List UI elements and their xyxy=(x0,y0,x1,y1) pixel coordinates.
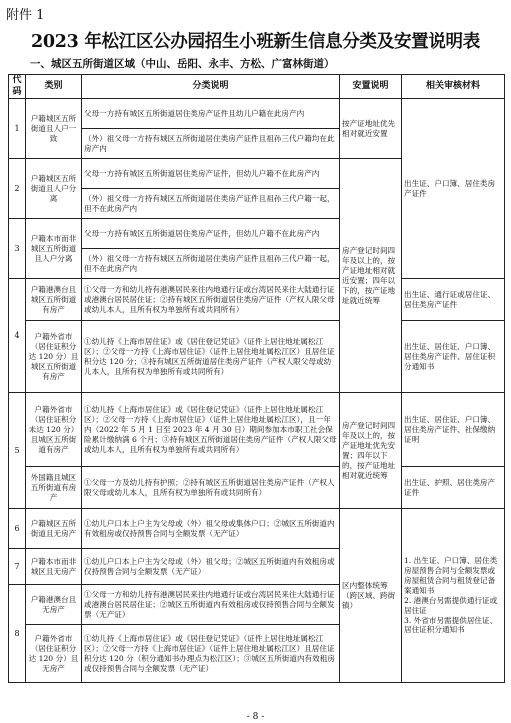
row-category: 户籍城区五所街道且人户分离 xyxy=(26,159,82,219)
row-code: 2 xyxy=(9,159,26,219)
row-description: （外）祖父母一方持有城区五所街道居住类房产证件且祖孙三代户籍一起，但不在此房产内 xyxy=(82,249,340,279)
row-category: 户籍外省市（居住证积分达 120 分）且无房产 xyxy=(26,625,82,683)
row-code: 5 xyxy=(9,393,26,509)
header-category: 类别 xyxy=(26,75,82,99)
row-category: 户籍外省市（居住证积分达 120 分）且城区五所街道有房产 xyxy=(26,321,82,393)
row-materials: 出生证、户口簿、居住类房产证件 xyxy=(402,99,505,279)
row-category: 户籍外省市（居住证积分未达 120 分）且城区五所街道有房产 xyxy=(26,393,82,467)
row-category: 户籍本市而非城区五所街道且人户分离 xyxy=(26,219,82,279)
row-description: ①幼儿户口本上户主为父母或（外）祖父母或集体户口；②城区五所街道内有效租房或仅持预售合同与全额发票（无产证） xyxy=(82,509,340,549)
row-materials: 出生证、通行证或居住证、居住类房产证件 xyxy=(402,279,505,321)
page-title: 2023 年松江区公办园招生小班新生信息分类及安置说明表 xyxy=(31,32,480,52)
page-number: - 8 - xyxy=(246,712,265,722)
row-arrangement: 房产登记时间四年及以上的，按产证地址优先安置；四年以下的，按产证地址相对就近统筹 xyxy=(340,393,402,509)
row-description: ①幼儿户口本上户主为父母或（外）祖父母；②城区五所街道内有效租房或仅持预售合同与全额发票（无产证） xyxy=(82,549,340,585)
row-category: 户籍本市而非城区且无房产 xyxy=(26,549,82,585)
row-code: 8 xyxy=(9,585,26,683)
table-row xyxy=(9,509,505,549)
row-description: ①幼儿持《上海市居住证》或《居住登记凭证》（证件上居住地址属松江区）；②父母一方持《上海市居住证》（证件上居住地址属松江区），且一年内（2022 年 5 月 1 日至 2023 年 4 月 30 日）期间参加本市职工社会保险累计缴纳满 6 个月；③持有城区五所街道居住类房产证件（产权人限父母或幼儿本人，且所有权为单独所有或共同所有） xyxy=(82,393,340,467)
header-arrangement: 安置说明 xyxy=(340,75,402,99)
row-materials: 出生证、居住证、户口簿、居住类房产证件、居住证积分通知书 xyxy=(402,321,505,393)
row-materials: 1. 出生证、户口簿、居住类房屋预售合同与全额发票或房屋租赁合同与租赁登记备案通知书 2. 港澳台另需提供通行证或居住证 3. 外省市另需提供居住证、居住证积分通知书 xyxy=(402,509,505,683)
row-category: 户籍城区五所街道且无房产 xyxy=(26,509,82,549)
info-table xyxy=(8,74,505,683)
row-arrangement: 区内整体统筹（跨区域、跨街镇） xyxy=(340,509,402,683)
row-description: （外）祖父母一方持有城区五所街道居住类房产证件且祖孙三代户籍均在此房产内 xyxy=(82,129,340,159)
row-description: ①父母一方和幼儿持有港澳居民来往内地通行证或台湾居民来往大陆通行证或港澳台居民居住证；②持有城区五所街道居住类房产证件（产权人限父母或幼儿本人，且所有权为单独所有或共同所有） xyxy=(82,279,340,321)
header-materials: 相关审核材料 xyxy=(402,75,505,99)
header-code: 代码 xyxy=(9,75,26,99)
row-category: 户籍港澳台且无房产 xyxy=(26,585,82,625)
row-description: 父母一方持有城区五所街道居住类房产证件，但幼儿户籍不在此房产内 xyxy=(82,219,340,249)
table-header-row xyxy=(9,75,505,99)
attachment-label: 附件 1 xyxy=(6,8,45,23)
row-code: 6 xyxy=(9,509,26,549)
table-row xyxy=(9,467,505,509)
row-code: 4 xyxy=(9,279,26,393)
row-materials: 出生证、居住证、户口簿、居住类房产证件、社保缴纳证明 xyxy=(402,393,505,467)
row-description: 父母一方持有城区五所街道居住类房产证件且幼儿户籍在此房产内 xyxy=(82,99,340,129)
table-row xyxy=(9,279,505,321)
header-description: 分类说明 xyxy=(82,75,340,99)
row-category: 户籍港澳台且城区五所街道有房产 xyxy=(26,279,82,321)
row-code: 7 xyxy=(9,549,26,585)
row-materials: 出生证、护照、居住类房产证件 xyxy=(402,467,505,509)
row-description: （外）祖父母一方持有城区五所街道居住类房产证件且祖孙三代户籍一起，但不在此房产内 xyxy=(82,189,340,219)
row-description: ①幼儿持《上海市居住证》或《居住登记凭证》（证件上居住地址属松江区）；②父母一方持《上海市居住证》（证件上居住地址属松江区）且居住证积分达 120 分（积分通知书办理点为松江区）；③城区五所街道内有效租房或仅持预售合同与全额发票（无产证） xyxy=(82,625,340,683)
row-arrangement: 按产证地址优先相对就近安置 xyxy=(340,99,402,159)
table-row xyxy=(9,393,505,467)
row-code: 3 xyxy=(9,219,26,279)
row-description: ①父母一方和幼儿持有港澳居民来往内地通行证或台湾居民来往大陆通行证或港澳台居民居住证；②城区五所街道内有效租房或仅持预售合同与全额发票（无产证） xyxy=(82,585,340,625)
section-subtitle: 一、城区五所街道区域（中山、岳阳、永丰、方松、广富林街道） xyxy=(30,58,335,70)
row-code: 1 xyxy=(9,99,26,159)
row-description: ①父母一方及幼儿持有护照；②持有城区五所街道居住类房产证件（产权人限父母或幼儿本人，且所有权为单独所有或共同所有） xyxy=(82,467,340,509)
row-description: ①幼儿持《上海市居住证》或《居住登记凭证》（证件上居住地址属松江区）；②父母一方持《上海市居住证》（证件上居住地址属松江区）且居住证积分达 120 分；③持有城区五所街道居住类房产证件（产权人限父母或幼儿本人，且所有权为单独所有或共同所有） xyxy=(82,321,340,393)
row-arrangement: 房产登记时间四年及以上的，按产证地址相对就近安置；四年以下的，按产证地址就近统筹 xyxy=(340,159,402,393)
table-row xyxy=(9,321,505,393)
table-row xyxy=(9,99,505,129)
row-category: 外国籍且城区五所街道有房产 xyxy=(26,467,82,509)
row-description: 父母一方持有城区五所街道居住类房产证件，但幼儿户籍不在此房产内 xyxy=(82,159,340,189)
row-category: 户籍城区五所街道且人户一致 xyxy=(26,99,82,159)
